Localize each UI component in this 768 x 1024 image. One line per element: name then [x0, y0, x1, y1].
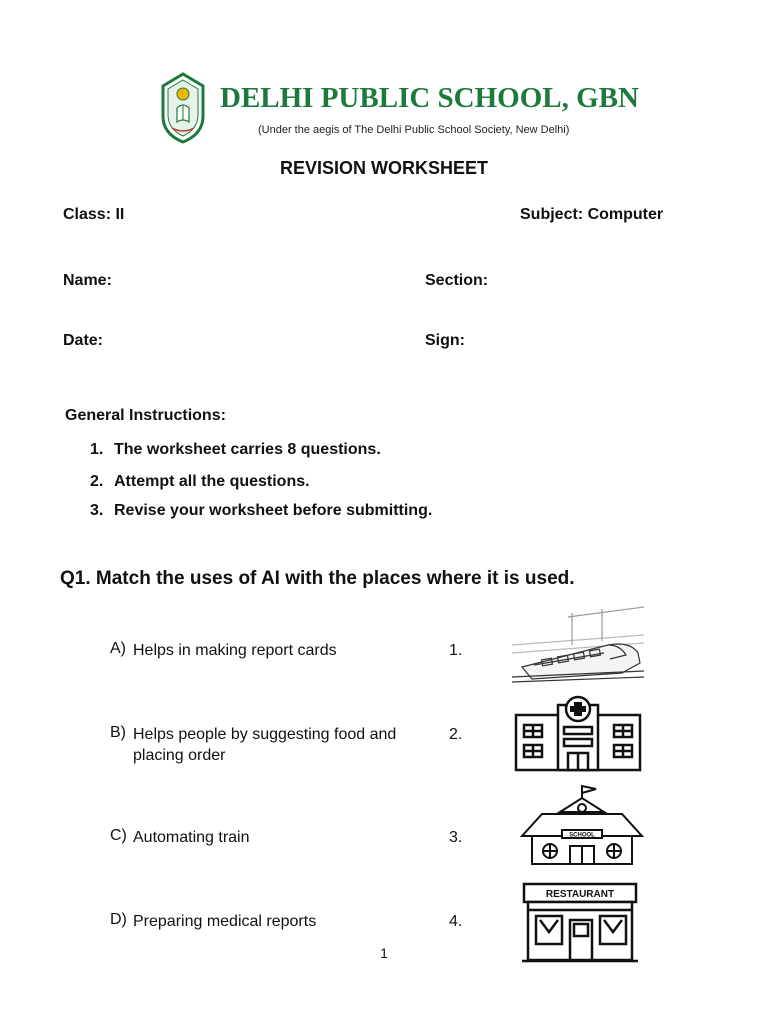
match-option-c: [110, 827, 403, 848]
option-text: Preparing medical reports: [133, 913, 317, 930]
school-icon: [512, 784, 644, 866]
option-letter: B): [110, 724, 126, 741]
school-name: DELHI PUBLIC SCHOOL, GBN: [220, 82, 639, 114]
restaurant-sign-text: RESTAURANT: [545, 889, 615, 900]
option-text: Automating train: [133, 829, 250, 846]
instruction-number: 2.: [90, 473, 104, 490]
sign-label: Sign:: [425, 332, 465, 349]
subject-label: Subject: Computer: [520, 206, 664, 223]
school-sign-text: SCHOOL: [569, 832, 595, 839]
class-label: Class: II: [63, 206, 125, 223]
match-number-4: 4.: [449, 913, 463, 930]
option-text: Helps in making report cards: [133, 642, 337, 659]
option-letter: A): [110, 640, 126, 657]
school-subtitle: (Under the aegis of The Delhi Public School Society, New Delhi): [258, 124, 570, 136]
instruction-text: Attempt all the questions.: [114, 473, 310, 490]
option-letter: C): [110, 827, 127, 844]
instruction-item: [90, 502, 432, 520]
school-logo-icon: [158, 72, 208, 144]
question-1-heading: Q1. Match the uses of AI with the places where it is used.: [60, 568, 575, 589]
match-number-2: 2.: [449, 726, 463, 743]
option-text: Helps people by suggesting food and placing order: [133, 726, 397, 764]
match-option-a: [110, 640, 403, 661]
train-icon: [512, 605, 644, 683]
worksheet-title: REVISION WORKSHEET: [279, 158, 489, 178]
instruction-text: The worksheet carries 8 questions.: [114, 441, 381, 458]
match-number-1: 1.: [449, 642, 463, 659]
match-number-3: 3.: [449, 829, 463, 846]
page-number: 1: [380, 945, 388, 961]
instruction-item: [90, 441, 381, 459]
instruction-item: [90, 473, 310, 491]
hospital-icon: [512, 695, 644, 773]
date-label: Date:: [63, 332, 104, 349]
name-label: Name:: [63, 272, 112, 289]
instruction-text: Revise your worksheet before submitting.: [114, 502, 433, 519]
section-label: Section:: [425, 272, 489, 289]
match-option-b: [110, 724, 403, 766]
instruction-number: 3.: [90, 502, 104, 519]
instructions-heading: General Instructions:: [65, 407, 226, 424]
option-letter: D): [110, 911, 127, 928]
match-option-d: [110, 911, 403, 932]
instruction-number: 1.: [90, 441, 104, 458]
